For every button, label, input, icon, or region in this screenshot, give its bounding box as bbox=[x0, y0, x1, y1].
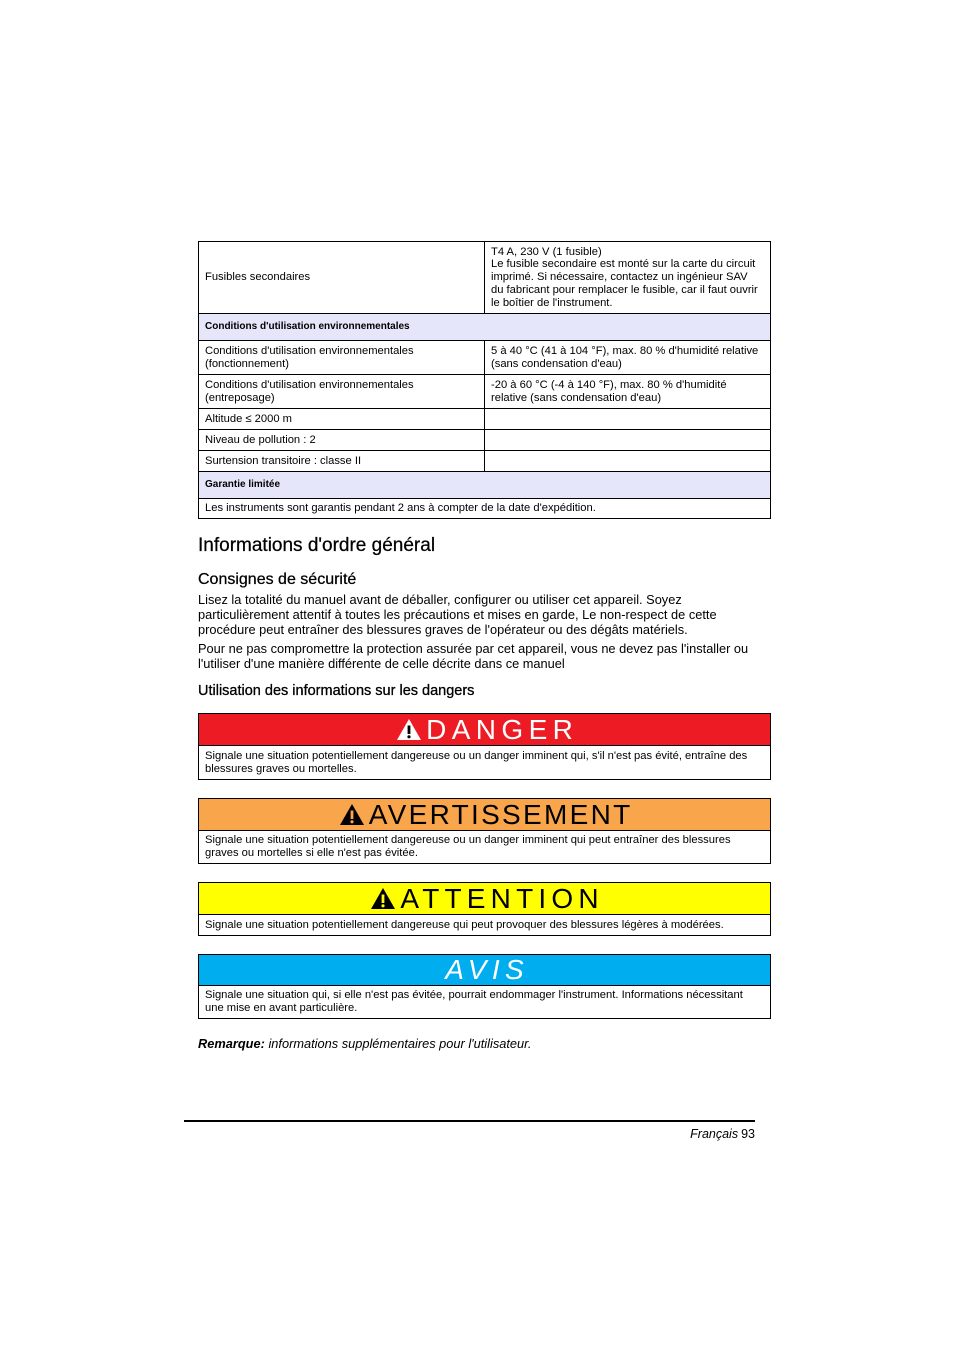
table-section-header-environment bbox=[199, 314, 770, 341]
hazard-box-danger bbox=[198, 713, 771, 780]
safety-paragraph: Pour ne pas compromettre la protection assurée par cet appareil, vous ne devez pas l'installer ou l'utiliser d'une manière différente de celle décrite dans ce manuel bbox=[198, 641, 749, 671]
table-row bbox=[199, 409, 770, 430]
table-section-header-warranty bbox=[199, 472, 770, 499]
hazard-label: ATTENTION bbox=[400, 882, 604, 914]
hazard-label: DANGER bbox=[426, 713, 579, 745]
specifications-table bbox=[198, 241, 771, 519]
hazard-info-heading: Utilisation des informations sur les dangers bbox=[198, 683, 475, 699]
hazard-text: Signale une situation qui, si elle n'est pas évitée, pourrait endommager l'instrument. Informations nécessitant une mise en avant particulière. bbox=[205, 989, 743, 1014]
row-value: 5 à 40 °C (41 à 104 °F), max. 80 % d'humidité relative (sans condensation d'eau) bbox=[491, 344, 759, 370]
table-cell-value bbox=[485, 375, 770, 408]
hazard-label: AVIS bbox=[445, 954, 530, 985]
note bbox=[198, 1036, 531, 1051]
table-row bbox=[199, 375, 770, 409]
table-cell-value bbox=[485, 430, 770, 450]
table-cell-label bbox=[199, 430, 485, 450]
section-subtitle: Consignes de sécurité bbox=[198, 571, 357, 588]
table-row-secondary-fuses bbox=[199, 242, 770, 314]
row-label: Niveau de pollution : 2 bbox=[205, 433, 316, 446]
footer-language: Français bbox=[690, 1127, 739, 1141]
hazard-text: Signale une situation potentiellement dangereuse qui peut provoquer des blessures légères à modérées. bbox=[205, 918, 724, 931]
table-section-header-label: Garantie limitée bbox=[205, 479, 281, 490]
page-number: 93 bbox=[741, 1127, 755, 1141]
hazard-box-notice bbox=[198, 954, 771, 1019]
safety-paragraph: Lisez la totalité du manuel avant de déballer, configurer ou utiliser cet appareil. Soyez particulièrement attentif à toutes les précautions et mises en garde, Le non-respect de cette procédure peut entraîner des blessures graves de l'opérateur ou des dégâts matériels. bbox=[198, 592, 717, 637]
table-cell-value bbox=[485, 451, 770, 471]
hazard-label: AVERTISSEMENT bbox=[368, 798, 633, 830]
fuse-note: Le fusible secondaire est monté sur la carte du circuit imprimé. Si nécessaire, contactez un ingénieur SAV du fabricant pour remplacer le fusible, car il faut ouvrir le boîtier de l'instrument. bbox=[491, 258, 758, 309]
row-label: Surtension transitoire : classe II bbox=[205, 454, 362, 467]
table-cell-label bbox=[199, 409, 485, 429]
table-cell-label bbox=[199, 451, 485, 471]
row-label: Conditions d'utilisation environnementales (entreposage) bbox=[205, 378, 414, 404]
hazard-description bbox=[199, 746, 770, 779]
hazard-description bbox=[199, 831, 770, 863]
hazard-text: Signale une situation potentiellement dangereuse ou un danger imminent qui, s'il n'est pas évité, entraîne des blessures graves ou mortelles. bbox=[205, 749, 748, 775]
table-row bbox=[199, 341, 770, 375]
hazard-description bbox=[199, 986, 770, 1018]
table-row bbox=[199, 451, 770, 472]
fuse-rating: T4 A, 230 V (1 fusible) bbox=[491, 245, 602, 258]
hazard-header bbox=[199, 799, 770, 831]
row-label: Altitude ≤ 2000 m bbox=[205, 412, 292, 425]
page-footer bbox=[690, 1126, 755, 1142]
table-row-warranty bbox=[199, 499, 770, 519]
warning-triangle-icon bbox=[396, 718, 422, 741]
fuse-value bbox=[491, 246, 761, 310]
table-cell-label bbox=[199, 242, 485, 313]
fuse-label: Fusibles secondaires bbox=[205, 271, 311, 284]
warning-triangle-icon bbox=[370, 887, 396, 910]
hazard-header bbox=[199, 883, 770, 915]
note-label: Remarque: bbox=[198, 1036, 265, 1051]
section-title: Informations d'ordre général bbox=[198, 535, 436, 556]
hazard-box-warning bbox=[198, 798, 771, 864]
table-cell-value bbox=[485, 409, 770, 429]
hazard-text: Signale une situation potentiellement dangereuse ou un danger imminent qui peut entraîner des blessures graves ou mortelles si elle n'est pas évitée. bbox=[205, 834, 731, 859]
note-text: informations supplémentaires pour l'utilisateur. bbox=[268, 1036, 532, 1051]
row-label: Conditions d'utilisation environnementales (fonctionnement) bbox=[205, 344, 414, 370]
table-cell-label bbox=[199, 341, 485, 374]
warning-triangle-icon bbox=[339, 803, 365, 826]
warranty-text: Les instruments sont garantis pendant 2 ans à compter de la date d'expédition. bbox=[205, 502, 596, 515]
table-cell-label bbox=[199, 375, 485, 408]
row-value: -20 à 60 °C (-4 à 140 °F), max. 80 % d'humidité relative (sans condensation d'eau) bbox=[491, 378, 727, 404]
hazard-description bbox=[199, 915, 770, 935]
hazard-box-caution bbox=[198, 882, 771, 936]
table-cell-value bbox=[485, 341, 770, 374]
table-row bbox=[199, 430, 770, 451]
table-section-header-label: Conditions d'utilisation environnementales bbox=[205, 321, 410, 332]
hazard-header bbox=[199, 714, 770, 746]
footer-divider bbox=[184, 1120, 755, 1122]
hazard-header bbox=[199, 955, 770, 986]
table-cell-value bbox=[485, 242, 770, 313]
